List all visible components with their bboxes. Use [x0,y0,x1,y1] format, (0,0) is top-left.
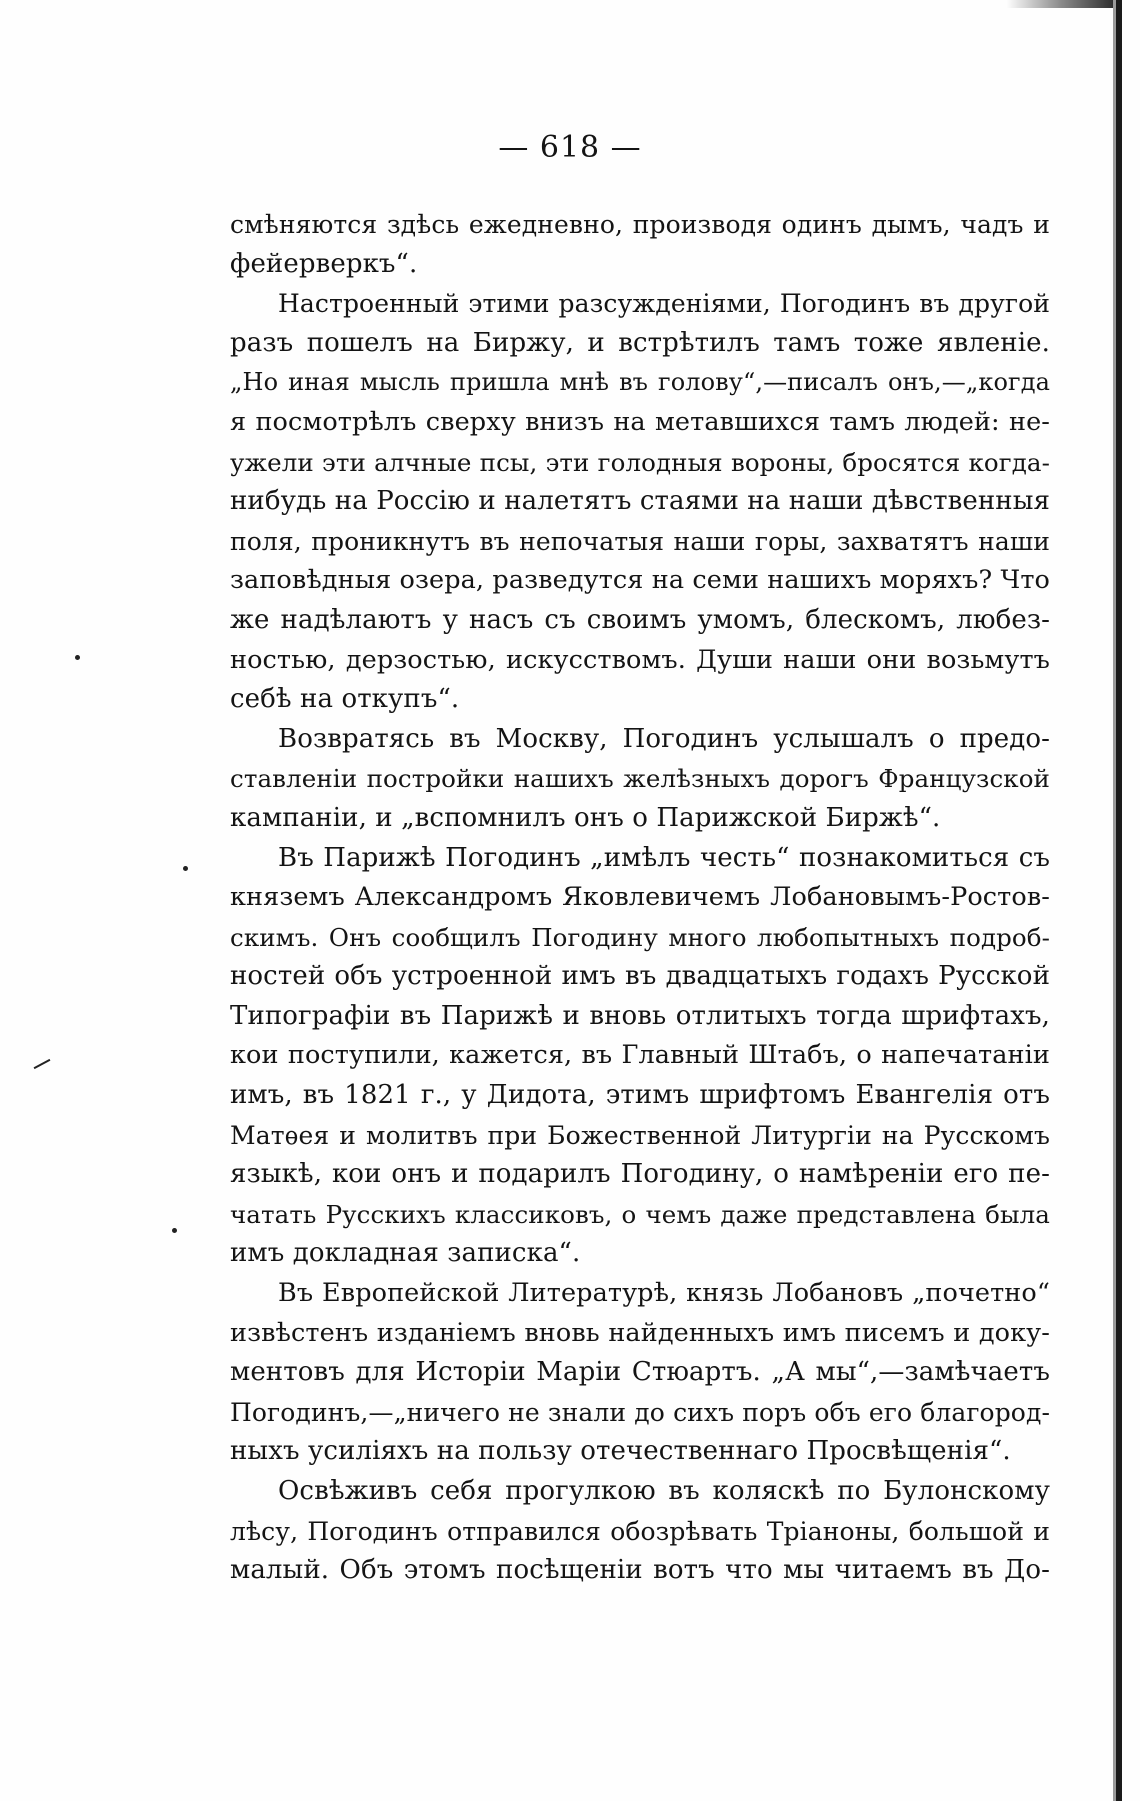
text-line: имъ, въ 1821 г., у Дидота, этимъ шрифтомъ Евангелія отъ [230,1080,1050,1111]
text-line: языкѣ, кои онъ и подарилъ Погодину, о намѣреніи его пе- [230,1159,1050,1190]
text-line: поля, проникнутъ въ непочатыя наши горы, захватятъ наши [230,526,1050,556]
page-number: — 618 — [498,130,642,165]
page-edge [1116,0,1122,1801]
text-line: имъ докладная записка“. [230,1238,581,1269]
text-line: Настроенный этими разсужденіями, Погодинъ въ другой [278,289,1050,319]
text-line: скимъ. Онъ сообщилъ Погодину много любопытныхъ подроб- [230,922,1050,952]
text-line: себѣ на откупъ“. [230,684,460,715]
text-line: разъ пошелъ на Биржу, и встрѣтилъ тамъ тоже явленіе. [230,327,1050,358]
text-line: Въ Парижѣ Погодинъ „имѣлъ честь“ познакомиться съ [278,842,1050,873]
text-line: фейерверкъ“. [230,248,418,279]
text-line: ныхъ усиліяхъ на пользу отечественнаго Просвѣщенія“. [230,1436,1011,1467]
text-line: ностью, дерзостью, искусствомъ. Души наши они возьмутъ [230,644,1050,675]
body-text [230,205,1050,1591]
margin-dot [183,866,188,871]
text-line: „Но иная мысль пришла мнѣ въ голову“,—писалъ онъ,—„когда [230,368,1050,397]
margin-pencil-mark [34,1059,51,1069]
text-line: извѣстенъ изданіемъ вновь найденныхъ имъ писемъ и доку- [230,1317,1050,1348]
text-line: же надѣлаютъ у насъ съ своимъ умомъ, блескомъ, любез- [230,604,1050,635]
text-line: я посмотрѣлъ сверху внизъ на метавшихся тамъ людей: не- [230,406,1050,437]
text-line: Матѳея и молитвъ при Божественной Литургіи на Русскомъ [230,1120,1050,1150]
text-line: Погодинъ,—„ничего не знали до сихъ поръ объ его благород- [230,1397,1050,1427]
text-line: ставленіи постройки нашихъ желѣзныхъ дорогъ Французской [230,764,1050,794]
text-line: заповѣдныя озера, разведутся на семи нашихъ моряхъ? Что [230,565,1050,596]
scan-corner-mark [1006,0,1116,8]
text-line: чатать Русскихъ классиковъ, о чемъ даже представлена была [230,1199,1050,1229]
text-line: Возвратясь въ Москву, Погодинъ услышалъ о предо- [278,723,1050,754]
text-line: кои поступили, кажется, въ Главный Штабъ, о напечатаніи [230,1040,1050,1071]
text-line: Типографіи въ Парижѣ и вновь отлитыхъ тогда шрифтахъ, [230,1000,1050,1031]
text-line: ментовъ для Исторіи Маріи Стюартъ. „А мы“,—замѣчаетъ [230,1357,1050,1388]
text-line: ностей объ устроенной имъ въ двадцатыхъ годахъ Русской [230,961,1050,992]
text-line: княземъ Александромъ Яковлевичемъ Лобановымъ-Ростов- [230,882,1050,913]
margin-dot [172,1228,177,1233]
text-line: Въ Европейской Литературѣ, князь Лобановъ „почетно“ [278,1278,1050,1309]
text-line: ужели эти алчные псы, эти голодныя вороны, бросятся когда- [230,447,1050,477]
text-line: Освѣживъ себя прогулкою въ коляскѣ по Булонскому [278,1476,1050,1506]
text-line: лѣсу, Погодинъ отправился обозрѣвать Тріаноны, большой и [230,1516,1050,1546]
text-line: смѣняются здѣсь ежедневно, производя одинъ дымъ, чадъ и [230,210,1050,239]
text-line: кампаніи, и „вспомнилъ онъ о Парижской Биржѣ“. [230,802,941,833]
margin-dot [75,655,80,660]
text-line: нибудь на Россію и налетятъ стаями на наши дѣвственныя [230,486,1050,517]
text-line: малый. Объ этомъ посѣщеніи вотъ что мы читаемъ въ До- [230,1555,1050,1586]
